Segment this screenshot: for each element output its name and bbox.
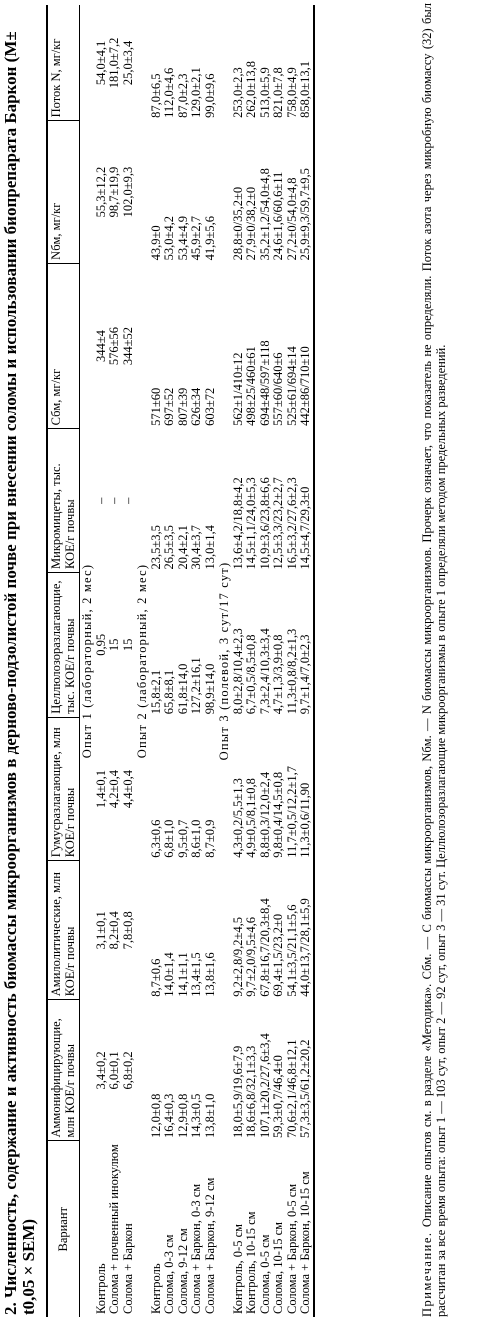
- value-cell: 7,3±2,4/10,3±3,4: [257, 628, 272, 715]
- value-cell: 14,5±4,7/29,3±0: [298, 486, 312, 570]
- table-row: [190, 5, 204, 1317]
- value-cell: 13,0±1,4: [202, 525, 217, 570]
- variant-cell: Контроль, 10-15 см: [244, 1211, 258, 1314]
- data-table: [46, 5, 315, 1317]
- value-cell: 6,7±0,5/8,5±0,8: [244, 634, 258, 715]
- value-cell: 344±4: [93, 330, 108, 363]
- experiment-label: Опыт 3 (полевой, 3 сут/17 сут): [217, 561, 231, 761]
- value-cell: 4,4±0,4: [120, 769, 135, 809]
- value-cell: 6,0±0,1: [107, 1051, 121, 1090]
- value-cell: 513,0±5,9: [257, 67, 272, 118]
- value-cell: 25,9±9,3/59,7±9,5: [298, 168, 312, 261]
- variant-cell: Солома, 0-5 см: [257, 1234, 272, 1314]
- experiment-label: Опыт 1 (лабораторный, 2 мес): [80, 563, 94, 759]
- variant-cell: Контроль: [148, 1263, 163, 1314]
- column-header: Амилолитические, млн КОЕ/г почвы: [47, 861, 80, 1000]
- table-title: 2. Численность, содержание и активность биомассы микроорганизмов в дерново-подзолистой почве при внесении соломы и использовании биопрепарата Баркон (M± t0,05 × SEM): [1, 31, 38, 1315]
- value-cell: 4,3±0,2/5,5±1,3: [230, 778, 245, 858]
- value-cell: 344±52: [120, 327, 135, 366]
- value-cell: 14,0±1,4: [162, 952, 176, 997]
- value-cell: 87,0±6,5: [148, 73, 163, 118]
- variant-cell: Контроль, 0-5 см: [230, 1223, 245, 1314]
- variant-cell: Солома + Баркон, 9-12 см: [202, 1177, 217, 1314]
- value-cell: 8,7±0,9: [202, 819, 217, 858]
- value-cell: 6,3±0,6: [148, 819, 163, 858]
- variant-cell: Солома + Баркон: [120, 1223, 135, 1314]
- value-cell: 54,0±4,1: [93, 40, 108, 86]
- value-cell: 54,1±3,5/21,1±5,6: [284, 904, 299, 997]
- value-cell: 12,5±3,3/23,2±2,7: [271, 477, 285, 570]
- value-cell: 8,7±0,6: [148, 958, 163, 997]
- value-cell: 11,7±0,5/12,2±1,7: [284, 766, 299, 858]
- value-cell: 14,5±1,1/24,0±5,3: [244, 477, 258, 570]
- value-cell: 41,9±5,6: [202, 215, 217, 261]
- value-cell: 821,0±7,8: [271, 67, 285, 118]
- column-header: Микромицеты, тыс. КОЕ/г почвы: [47, 429, 80, 573]
- table-row: [95, 5, 109, 1317]
- value-cell: 498±25/460±61: [244, 346, 258, 426]
- table-row: [163, 5, 177, 1317]
- value-cell: 758,0±4,9: [284, 67, 299, 118]
- value-cell: –: [93, 497, 108, 504]
- value-cell: 35,2±1,2/54,0±4,8: [257, 168, 272, 261]
- experiment-row: [135, 5, 150, 1317]
- variant-cell: Солома, 0-3 см: [162, 1234, 176, 1314]
- table-row: [122, 5, 136, 1317]
- table-footnote: [420, 3, 448, 1317]
- value-cell: 59,3±0,7/46,4±0: [271, 1055, 285, 1138]
- value-cell: 13,8±1,6: [202, 952, 217, 997]
- table-row: [108, 5, 122, 1317]
- value-cell: 27,2±0/54,0±4,8: [284, 177, 299, 261]
- value-cell: 4,2±0,4: [107, 769, 121, 809]
- value-cell: 30,4±3,7: [189, 525, 203, 570]
- value-cell: 23,5±3,5: [148, 525, 163, 570]
- value-cell: 3,4±0,2: [93, 1051, 108, 1090]
- column-header: Nбм, мг/кг: [47, 121, 80, 263]
- variant-cell: Контроль: [93, 1263, 108, 1314]
- value-cell: 24,6±1,6/60,6±11: [271, 171, 285, 261]
- value-cell: 18,0±5,9/19,6±7,9: [230, 1045, 245, 1138]
- value-cell: 12,0±0,8: [148, 1093, 163, 1138]
- value-cell: –: [120, 497, 135, 504]
- value-cell: 15,8±2,1: [148, 669, 163, 715]
- table-row: [286, 5, 300, 1317]
- value-cell: 626±34: [189, 387, 203, 426]
- value-cell: 44,0±13,7/28,1±5,9: [298, 898, 312, 997]
- value-cell: 6,8±0,2: [120, 1051, 135, 1090]
- value-cell: 442±86/710±10: [298, 346, 312, 426]
- value-cell: 14,3±0,5: [189, 1093, 203, 1138]
- value-cell: 8,8±0,3/12,0±2,4: [257, 771, 272, 858]
- value-cell: 12,9±0,8: [175, 1093, 190, 1138]
- value-cell: 61,8±14,0: [175, 663, 190, 715]
- value-cell: 3,1±0,1: [93, 911, 108, 950]
- value-cell: 102,0±9,3: [120, 166, 135, 218]
- experiment-row: [80, 5, 95, 1317]
- value-cell: 65,8±8,1: [162, 669, 176, 715]
- value-cell: 55,3±12,2: [93, 166, 108, 218]
- value-cell: 253,0±2,3: [230, 67, 245, 118]
- experiment-label: Опыт 2 (лабораторный, 2 мес): [135, 563, 149, 759]
- value-cell: 14,1±1,1: [175, 952, 190, 997]
- variant-cell: Солома + Баркон, 0-3 см: [189, 1183, 203, 1314]
- value-cell: 87,0±2,3: [175, 73, 190, 118]
- value-cell: 26,5±3,5: [162, 525, 176, 570]
- value-cell: 57,3±3,5/61,2±20,2: [298, 1039, 312, 1138]
- value-cell: 129,0±2,1: [189, 67, 203, 118]
- value-cell: 525±61/694±14: [284, 346, 299, 426]
- footnote-text: Описание опытов см. в разделе «Методика». Сбм. — С биомассы микроорганизмов, Nбм. — N биомассы микроорганизмов. Прочерк означает, что показатель не определяли. Поток азота через микробную биомассу (32) был рассчитан за все время опыта: опыт 1 — 103 сут, опыт 2 — 92 сут, опыт 3 — 31 сут. Целлюлозоразлагающие микроорганизмы в опыте 1 определяли методом предельных разведений.: [420, 2, 448, 1317]
- value-cell: 69,4±1,5/23,2±0: [271, 913, 285, 997]
- value-cell: 13,6±4,2/18,8±4,2: [230, 477, 245, 570]
- value-cell: 18,6±6,8/32,1±3,3: [244, 1045, 258, 1138]
- value-cell: 7,8±0,8: [120, 911, 135, 950]
- value-cell: 98,7±19,9: [107, 166, 121, 218]
- value-cell: 694±48/597±118: [257, 340, 272, 426]
- table-row: [272, 5, 286, 1317]
- table-row: [204, 5, 218, 1317]
- value-cell: 53,4±4,9: [175, 215, 190, 261]
- value-cell: 11,3±0,6/11,90: [298, 782, 312, 858]
- column-header: Вариант: [55, 1206, 70, 1252]
- value-cell: 181,0±7,2: [107, 37, 121, 89]
- table-row: [150, 5, 164, 1317]
- value-cell: 10,9±3,6/23,8±6,6: [257, 477, 272, 570]
- column-header: Сбм, мг/кг: [47, 263, 80, 429]
- value-cell: 45,9±2,7: [189, 215, 203, 261]
- value-cell: 28,8±0/35,2±0: [230, 186, 245, 261]
- column-header: Гумусразлагающие, млн КОЕ/г почвы: [47, 717, 80, 861]
- value-cell: 8,0±2,8/10,4±2,3: [230, 628, 245, 715]
- variant-cell: Солома, 9-12 см: [175, 1228, 190, 1314]
- value-cell: 807±39: [175, 387, 190, 426]
- value-cell: 8,6±1,0: [189, 819, 203, 858]
- table-row: [299, 5, 314, 1317]
- value-cell: 127,2±16,1: [189, 657, 203, 715]
- value-cell: 15: [120, 638, 135, 652]
- value-cell: –: [107, 497, 121, 504]
- column-header: Аммонифицирующие, млн КОЕ/г почвы: [47, 1000, 80, 1141]
- value-cell: 98,9±14,0: [202, 663, 217, 715]
- table-row: [259, 5, 273, 1317]
- variant-cell: Солома + Баркон, 0-5 см: [284, 1183, 299, 1314]
- value-cell: 25,0±3,4: [120, 40, 135, 86]
- value-cell: 99,0±9,6: [202, 73, 217, 118]
- value-cell: 11,3±0,8/8,2±1,3: [284, 628, 299, 715]
- value-cell: 858,0±13,1: [298, 61, 312, 118]
- value-cell: 9,7±2,0/9,5±4,6: [244, 917, 258, 997]
- value-cell: 8,2±0,4: [107, 911, 121, 950]
- value-cell: 107,1±20,2/27,6±3,4: [257, 1033, 272, 1138]
- value-cell: 15: [107, 638, 121, 652]
- variant-cell: Солома + почвенный инокулюм: [107, 1144, 121, 1314]
- value-cell: 562±1/410±12: [230, 352, 245, 426]
- value-cell: 13,4±1,5: [189, 952, 203, 997]
- value-cell: 603±72: [202, 387, 217, 426]
- value-cell: 571±60: [148, 387, 163, 426]
- value-cell: 20,4±2,1: [175, 525, 190, 570]
- value-cell: 16,5±3,2/27,6±2,3: [284, 477, 299, 570]
- value-cell: 557±60/640±6: [271, 352, 285, 426]
- value-cell: 16,4±0,3: [162, 1093, 176, 1138]
- header-row: [47, 5, 80, 1317]
- value-cell: 43,9±0: [148, 225, 163, 261]
- value-cell: 53,0±4,2: [162, 215, 176, 261]
- value-cell: 0,95: [93, 633, 108, 656]
- value-cell: 4,7±1,3/3,9±0,8: [271, 634, 285, 715]
- value-cell: 27,9±0/38,2±0: [244, 186, 258, 261]
- value-cell: 262,0±13,8: [244, 61, 258, 118]
- value-cell: 4,9±0,5/8,1±0,8: [244, 778, 258, 858]
- value-cell: 13,8±1,0: [202, 1093, 217, 1138]
- value-cell: 9,8±0,4/14,5±0,8: [271, 771, 285, 858]
- value-cell: 9,7±1,4/7,0±2,3: [298, 634, 312, 715]
- value-cell: 67,8±16,7/20,3±8,4: [257, 898, 272, 997]
- table-row: [177, 5, 191, 1317]
- variant-cell: Солома + Баркон, 10-15 см: [298, 1171, 312, 1314]
- column-header: Целлюлозоразлагающие, тыс. КОЕ/г почвы: [47, 572, 80, 717]
- table-row: [245, 5, 259, 1317]
- table-row: [232, 5, 246, 1317]
- value-cell: 70,6±2,1/46,8±12,1: [284, 1039, 299, 1138]
- value-cell: 112,0±4,6: [162, 67, 176, 118]
- column-header: Поток N, мг/кг: [47, 5, 80, 121]
- footnote-label: Примечание.: [420, 1231, 434, 1317]
- variant-cell: Солома, 10-15 см: [271, 1221, 285, 1314]
- value-cell: 6,8±1,0: [162, 819, 176, 858]
- value-cell: 697±52: [162, 387, 176, 426]
- value-cell: 1,4±0,1: [93, 769, 108, 809]
- value-cell: 9,2±2,8/9,2±4,5: [230, 917, 245, 997]
- value-cell: 9,5±0,7: [175, 819, 190, 858]
- value-cell: 576±56: [107, 327, 121, 366]
- experiment-row: [217, 5, 232, 1317]
